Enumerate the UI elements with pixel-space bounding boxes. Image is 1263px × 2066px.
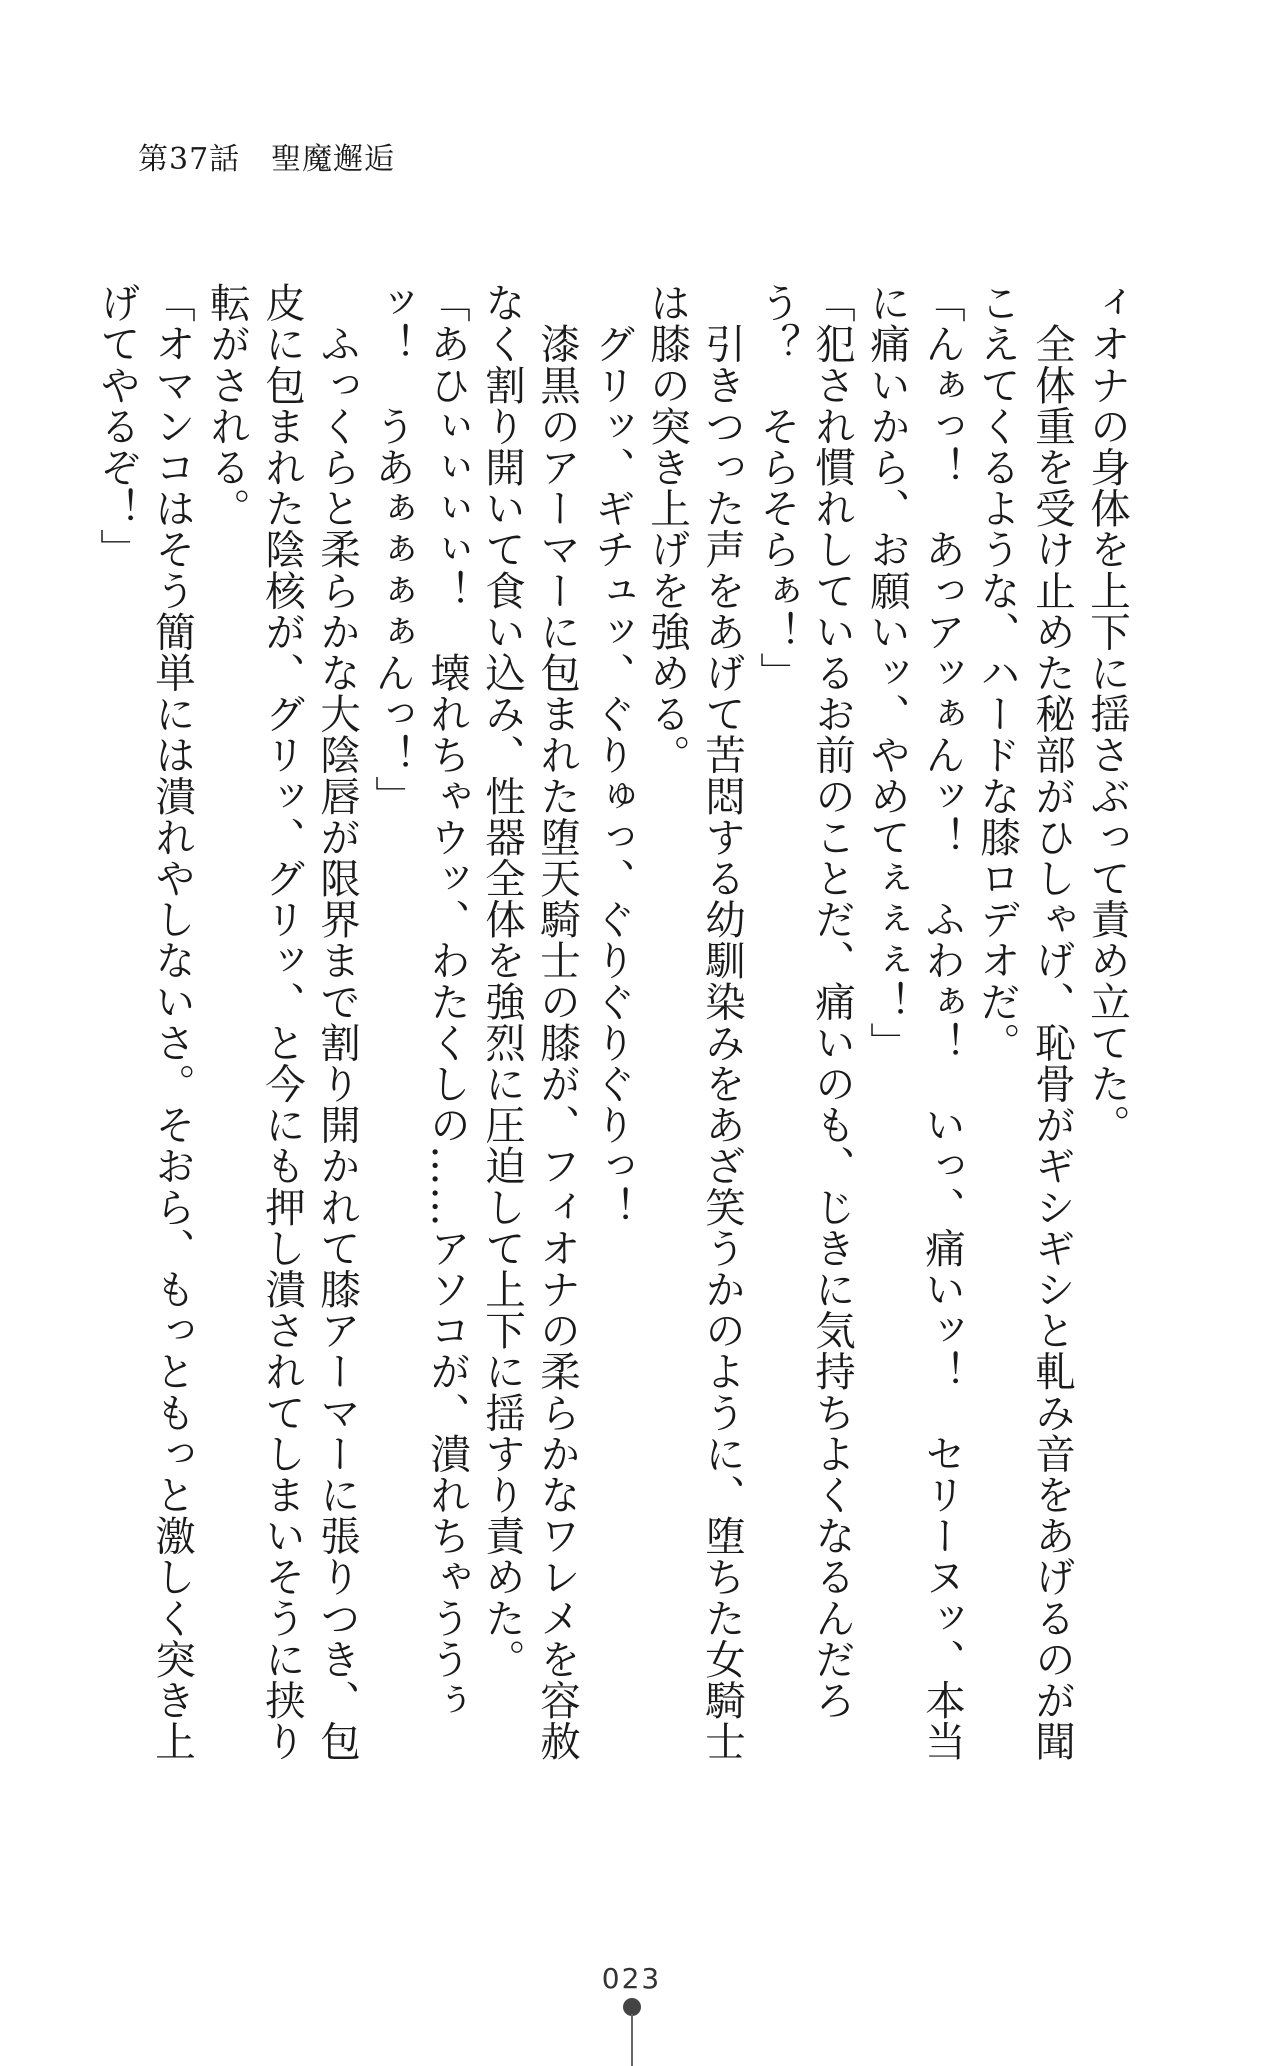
page-marker-line bbox=[631, 2014, 633, 2066]
paragraph: ふっくらと柔らかな大陰唇が限界まで割り開かれて膝アーマーに張りつき、包皮に包まれた陰核が、グリッ、グリッ、と今にも押し潰されてしまいそうに挟り転がされる。 bbox=[203, 282, 361, 1762]
paragraph: 「犯され慣れしているお前のことだ、痛いのも、じきに気持ちよくなるんだろう？ そらそらぁ！」 bbox=[753, 282, 856, 1721]
body-text bbox=[93, 282, 1134, 1762]
paragraph: ィオナの身体を上下に揺さぶって責め立てた。 bbox=[1083, 282, 1131, 1146]
paragraph: 引きつった声をあげて苦悶する幼馴染みをあざ笑うかのように、堕ちた女騎士は膝の突き上げを強める。 bbox=[643, 282, 746, 1762]
paragraph: 漆黒のアーマーに包まれた堕天騎士の膝が、フィオナの柔らかなワレメを容赦なく割り開いて食い込み、性器全体を強烈に圧迫して上下に揺すり責めた。 bbox=[478, 282, 581, 1762]
page-number: 023 bbox=[601, 1962, 662, 1995]
paragraph: 「んぁっ！ あっアッぁんッ！ ふわぁ！ いっ、痛いッ！ セリーヌッ、本当に痛いから、お願いッ、やめてぇぇぇ！」 bbox=[863, 282, 966, 1762]
paragraph: グリッ、ギチュッ、ぐりゅっ、ぐりぐりぐりっ！ bbox=[588, 282, 636, 1228]
chapter-title: 第37話 聖魔邂逅 bbox=[138, 142, 396, 177]
paragraph: 全体重を受け止めた秘部がひしゃげ、恥骨がギシギシと軋み音をあげるのが聞こえてくるような、ハードな膝ロデオだ。 bbox=[973, 282, 1076, 1762]
paragraph: 「オマンコはそう簡単には潰れやしないさ。そおら、もっともっと激しく突き上げてやるぞ！」 bbox=[93, 282, 196, 1762]
paragraph: 「あひぃぃぃぃ！ 壊れちゃウッ、わたくしの……アソコが、潰れちゃううぅッ！ うあぁぁぁぁんっ！」 bbox=[368, 282, 471, 1721]
